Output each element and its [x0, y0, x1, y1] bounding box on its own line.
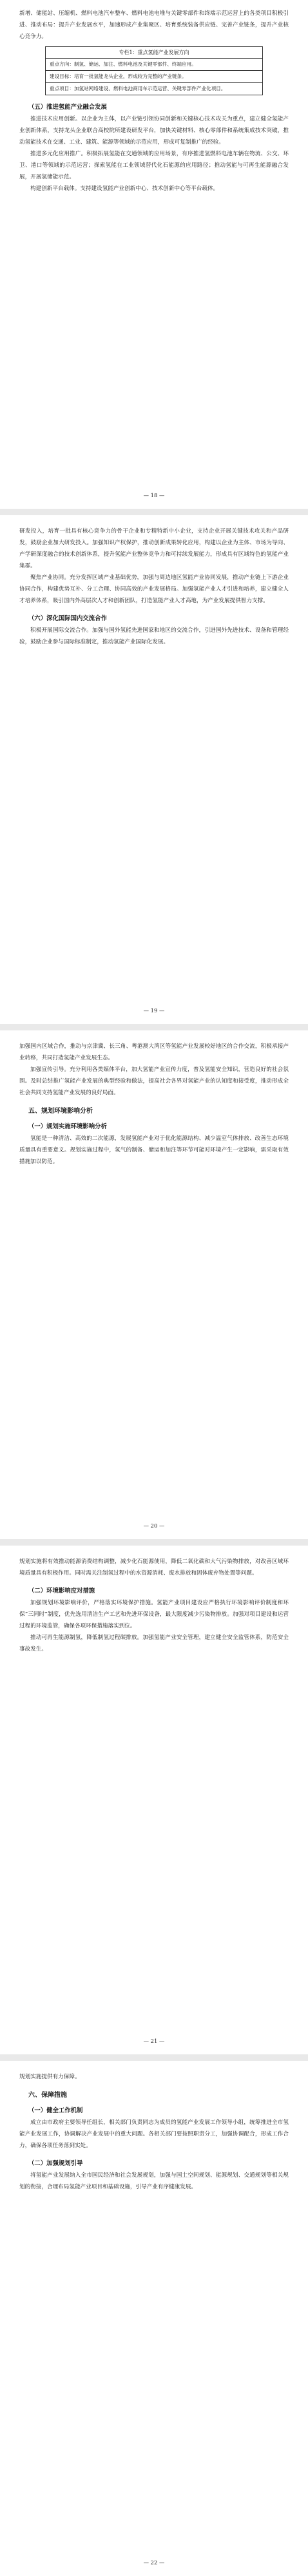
document-page-20: [0, 1030, 308, 1539]
paragraph: 推动可再生能源制氢，降低制氢过程碳排放。加强氢能产业安全管理，建立健全安全监管体系，防范安全事故发生。: [19, 1634, 289, 1653]
box-caption: 专栏1：重点氢能产业发展方向: [46, 47, 262, 59]
paragraph: 加强规划环境影响评价，严格落实环境保护措施。氢能产业项目建设应严格执行环境影响评价制度和环保“三同时”制度，优先选用清洁生产工艺和先进环保设备，最大限度减少污染物排放。加强对项目建设和运营过程的环境监管，确保各项环保措施落实到位。: [19, 1600, 289, 1629]
paragraph: 将氢能产业发展纳入全市国民经济和社会发展规划，加强与国土空间规划、能源规划、交通规划等相关规划的衔接，合理布局氢能产业项目和基础设施，引导产业有序健康发展。: [19, 2172, 289, 2190]
info-box: [45, 46, 263, 95]
page-number: — 18 —: [143, 492, 165, 498]
section-heading: （六）深化国际国内交流合作: [28, 615, 107, 622]
document-page-18: [0, 0, 308, 509]
page-number: — 21 —: [143, 2038, 165, 2044]
section-heading: （二）加强规划引导: [28, 2160, 83, 2167]
paragraph: 推进多元化应用推广。积极拓展氢能在交通领域的应用场景，有序推进氢燃料电池车辆在物流、公交、环卫、港口等领域的示范运营；探索氢能在工业领域替代化石能源的应用路径；推动氢能与可再生能源融合发展，开展氢储能示范。: [19, 151, 289, 180]
paragraph: 加强宣传引导。充分利用各类媒体平台，加大氢能产业宣传力度，普及氢能安全知识，营造良好的社会氛围。及时总结推广氢能产业发展的典型经验和做法，提高社会各界对氢能产业的认知度和接受度，推动形成全社会共同支持氢能产业发展的良好局面。: [19, 1066, 289, 1096]
box-row: 重点项目：加氢站网络建设、燃料电池商用车示范运营、关键零部件产业化项目。: [50, 86, 226, 91]
paragraph: 氢能是一种清洁、高效的二次能源，发展氢能产业对于优化能源结构、减少温室气体排放、改善生态环境质量具有重要意义。规划实施过程中，氢气的制备、储运和加注等环节可能对环境产生一定影响，需采取有效措施加以防范。: [19, 1135, 289, 1165]
section-heading: （五）推进氢能产业融合发展: [28, 104, 107, 111]
paragraph: 积极开展国际交流合作。加强与国外氢能先进国家和地区的交流合作，引进国外先进技术、设备和管理经验，鼓励企业参与国际标准制定，推动氢能产业国际化发展。: [19, 627, 289, 645]
section-heading: （一）健全工作机制: [28, 2107, 83, 2114]
chapter-heading: 五、规划环境影响分析: [28, 1108, 93, 1115]
page-number: — 19 —: [143, 1007, 165, 1014]
document-page-21: [0, 1546, 308, 2054]
paragraph: 加强国内区域合作，推动与京津冀、长三角、粤港澳大湾区等氢能产业发展较好地区的合作交流，积极承接产业转移，共同打造氢能产业发展生态。: [19, 1043, 289, 1061]
paragraph: 聚焦产业协同。充分发挥区域产业基础优势，加强与周边地区氢能产业协同发展，推动产业链上下游企业协同合作，构建优势互补、分工合理、协同高效的产业发展格局。加强氢能产业人才引进和培养，建立健全人才培养体系，吸引国内外高层次人才和创新团队，打造氢能产业人才高地，为产业发展提供智力支撑。: [19, 574, 289, 604]
paragraph: 构建创新平台载体。支持建设氢能产业创新中心、技术创新中心等平台载体。: [30, 185, 219, 192]
paragraph: 研发投入，培育一批具有核心竞争力的骨干企业和专精特新中小企业，支持企业开展关键技术攻关和产品研发，鼓励企业加大研发投入。加强知识产权保护，推动创新成果转化应用，构建以企业为主体、市场为导向、产学研深度融合的技术创新体系，提升氢能产业整体竞争力和可持续发展能力，形成具有区域特色的氢能产业集群。: [19, 528, 289, 569]
paragraph: 新增、储能站、压缩机、燃料电池汽车整车、燃料电池电堆与关键零部件和终端示范运营上的各类项目积极引进、推动布局：提升产业发展水平，加速形成产业集聚区、培育系统装备供应链、完善产业链条，提升产业核心竞争力。: [19, 10, 289, 40]
paragraph: 规划实施提供有力保障。: [19, 2074, 81, 2080]
paragraph: 推进技术应用创新。以企业为主体，以产业链引领协同创新和关键核心技术攻关为重点，建立健全氢能产业创新体系，支持龙头企业联合高校院所建设研发平台，加快关键材料、核心零部件和系统集成技术突破，推动氢能技术在交通、工业、建筑、能源等领域的示范应用，形成可复制推广的经验。: [19, 116, 289, 146]
page-number: — 20 —: [143, 1522, 165, 1529]
section-heading: （二）环境影响应对措施: [28, 1587, 95, 1595]
paragraph: 成立由市政府主要领导任组长，相关部门负责同志为成员的氢能产业发展工作领导小组，统筹推进全市氢能产业发展工作，协调解决产业发展中的重大问题。各相关部门要按照职责分工，加强协调配合，形成工作合力，确保各项任务落到实处。: [19, 2119, 289, 2149]
chapter-heading: 六、保障措施: [28, 2092, 67, 2099]
paragraph: 规划实施将有效推动能源消费结构调整，减少化石能源使用，降低二氧化碳和大气污染物排放，对改善区域环境质量具有积极作用。同时需关注制氢过程中的水资源消耗、废水排放和固体废弃物处置等问题。: [19, 1558, 289, 1577]
document-page-19: [0, 515, 308, 1024]
box-row: 重点方向：制氢、储运、加注、燃料电池及关键零部件、终端应用。: [46, 59, 262, 71]
box-row: 建设目标：培育一批氢能龙头企业，形成较为完整的产业链条。: [46, 71, 262, 83]
document-page-22: [0, 2061, 308, 2576]
section-heading: （一）规划实施环境影响分析: [28, 1123, 107, 1130]
page-number: — 22 —: [143, 2559, 165, 2566]
